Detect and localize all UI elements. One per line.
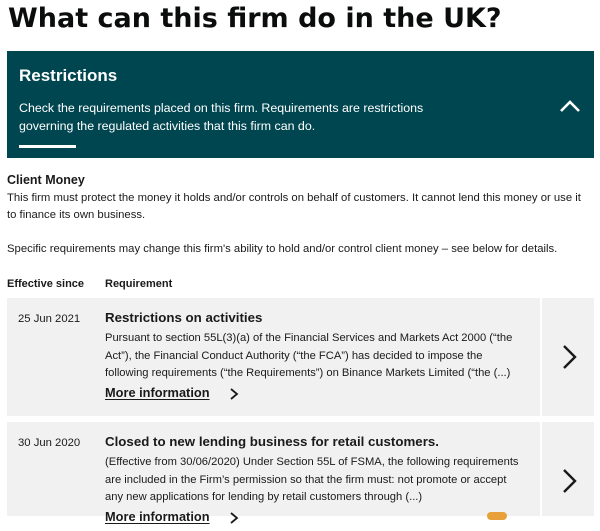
restrictions-panel [7, 51, 594, 158]
row-description: Pursuant to section 55L(3)(a) of the Financial Services and Markets Act 2000 (“the Act”), the Financial Conduct Authority (“the FCA”) has decided to impose the following requirements (“the Requirements”) on Binance Markets Limited (“the (...) [105, 332, 513, 379]
panel-underline [19, 145, 76, 148]
more-information-link[interactable]: More information [105, 385, 210, 400]
chevron-right-icon[interactable] [227, 386, 241, 402]
row-effective-date: 30 Jun 2020 [18, 437, 81, 449]
page-title: What can this firm do in the UK? [8, 3, 502, 34]
column-header-requirement: Requirement [105, 278, 173, 290]
restrictions-panel-description: Check the requirements placed on this firm. Requirements are restrictions governing the regulated activities that this firm can do. [19, 101, 424, 133]
chevron-right-icon[interactable] [558, 467, 580, 495]
row-effective-date: 25 Jun 2021 [18, 313, 81, 325]
chevron-right-icon[interactable] [558, 343, 580, 371]
client-money-heading: Client Money [7, 173, 85, 187]
row-description: (Effective from 30/06/2020) Under Section 55L of FSMA, the following requirements are included in the Firm’s permission so that the firm must: not promote or accept any new applications for lending by retail customers through (...) [105, 456, 519, 503]
requirement-row[interactable] [7, 422, 594, 524]
row-divider [540, 298, 542, 416]
chevron-right-icon[interactable] [227, 510, 241, 526]
restrictions-panel-title: Restrictions [19, 66, 118, 85]
badge-icon [487, 512, 507, 520]
column-header-effective-since: Effective since [7, 278, 85, 290]
client-money-note: Specific requirements may change this firm's ability to hold and/or control client money – see below for details. [7, 243, 558, 255]
requirement-row[interactable] [7, 298, 594, 416]
chevron-up-icon[interactable] [558, 95, 582, 119]
row-title: Closed to new lending business for retail customers. [105, 434, 439, 449]
more-information-link[interactable]: More information [105, 509, 210, 524]
row-divider [540, 422, 542, 516]
row-title: Restrictions on activities [105, 310, 263, 325]
client-money-text: This firm must protect the money it holds and/or controls on behalf of customers. It cannot lend this money or use it to finance its own business. [7, 192, 581, 221]
